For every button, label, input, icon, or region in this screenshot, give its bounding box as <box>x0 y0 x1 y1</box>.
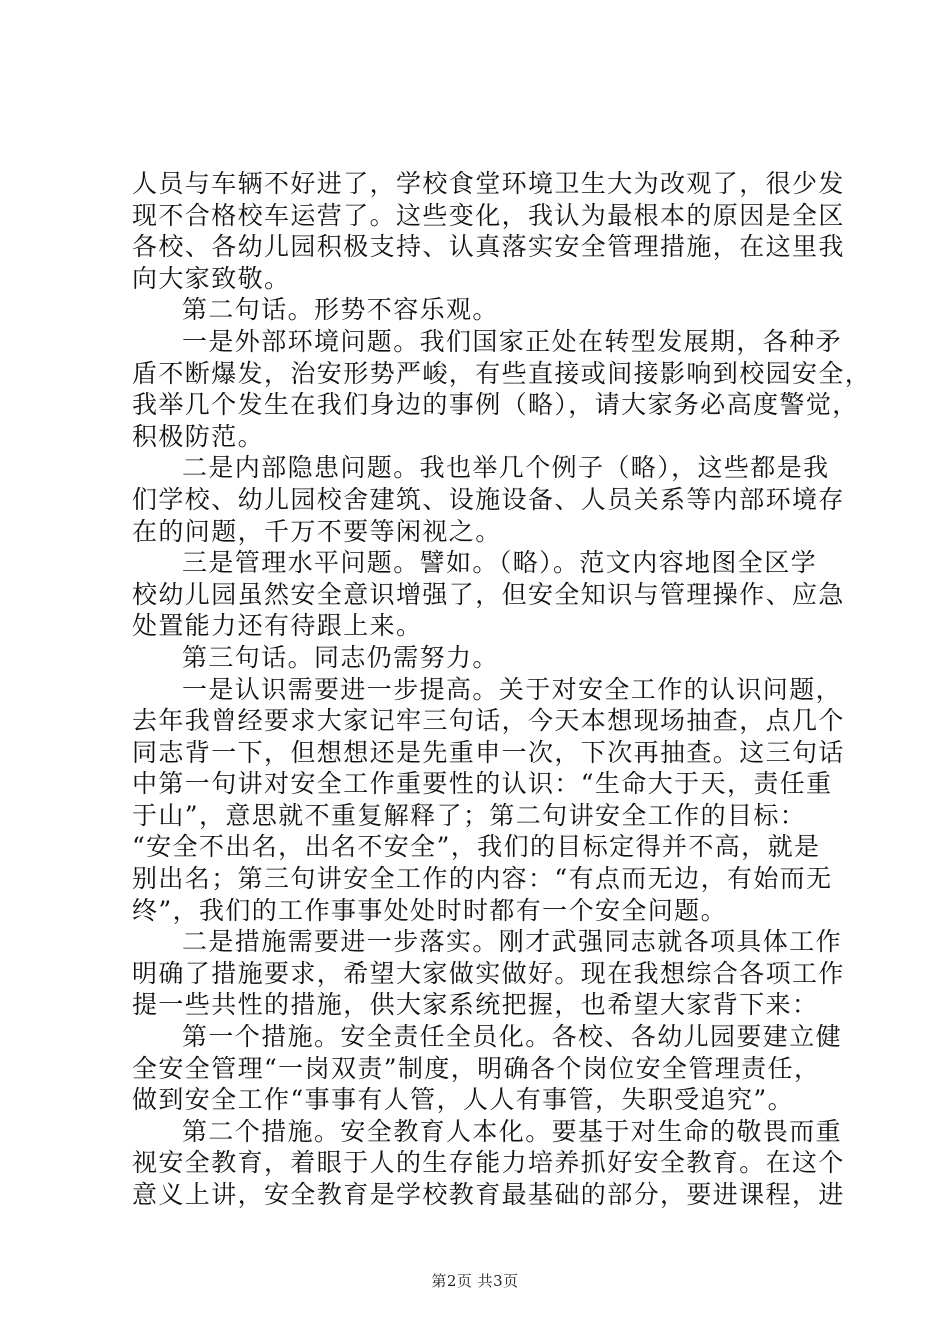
text-line: 终”，我们的工作事事处处时时都有一个安全问题。 <box>132 895 727 925</box>
text-line: 第一个措施。安全责任全员化。各校、各幼儿园要建立健 <box>182 1022 843 1052</box>
text-line: 去年我曾经要求大家记牢三句话，今天本想现场抽查，点几个 <box>132 706 845 736</box>
text-line: 提一些共性的措施，供大家系统把握，也希望大家背下来： <box>132 990 819 1020</box>
text-line: 人员与车辆不好进了，学校食堂环境卫生大为改观了，很少发 <box>132 169 845 198</box>
text-line: 我举几个发生在我们身边的事例（略），请大家务必高度警觉， <box>132 390 859 420</box>
text-line: 校幼儿园虽然安全意识增强了，但安全知识与管理操作、应急 <box>132 579 845 609</box>
text-line: “安全不出名，出名不安全”，我们的目标定得并不高，就是 <box>132 832 821 862</box>
text-line: 全安全管理“一岗双责”制度，明确各个岗位安全管理责任， <box>132 1053 821 1083</box>
text-line: 三是管理水平问题。譬如。（略）。范文内容地图全区学 <box>182 548 818 578</box>
document-body <box>132 168 872 1211</box>
text-line: 一是外部环境问题。我们国家正处在转型发展期，各种矛 <box>182 326 843 356</box>
text-line: 处置能力还有待跟上来。 <box>132 611 423 641</box>
text-line: 于山”，意思就不重复解释了；第二句讲安全工作的目标： <box>132 800 807 830</box>
text-line: 盾不断爆发，治安形势严峻，有些直接或间接影响到校园安全， <box>132 358 872 388</box>
text-line: 在的问题，千万不要等闲视之。 <box>132 516 502 546</box>
text-line: 中第一句讲对安全工作重要性的认识：“生命大于天，责任重 <box>132 769 833 799</box>
text-line: 各校、各幼儿园积极支持、认真落实安全管理措施，在这里我 <box>132 232 845 262</box>
text-line: 意义上讲，安全教育是学校教育最基础的部分，要进课程，进 <box>132 1180 845 1209</box>
text-line: 同志背一下，但想想还是先重申一次，下次再抽查。这三句话 <box>132 737 845 767</box>
text-line: 别出名；第三句讲安全工作的内容：“有点而无边，有始而无 <box>132 864 833 894</box>
text-line: 向大家致敬。 <box>132 263 291 293</box>
text-line: 二是措施需要进一步落实。刚才武强同志就各项具体工作 <box>182 927 843 957</box>
text-line: 们学校、幼儿园校舍建筑、设施设备、人员关系等内部环境存 <box>132 484 845 514</box>
section-heading: 第三句话。同志仍需努力。 <box>182 642 499 672</box>
text-line: 一是认识需要进一步提高。关于对安全工作的认识问题， <box>182 674 843 704</box>
text-line: 积极防范。 <box>132 421 265 451</box>
text-line: 做到安全工作“事事有人管，人人有事管，失职受追究”。 <box>132 1085 794 1115</box>
text-line: 视安全教育，着眼于人的生存能力培养抓好安全教育。在这个 <box>132 1148 845 1178</box>
text-line: 第二个措施。安全教育人本化。要基于对生命的敬畏而重 <box>182 1116 843 1146</box>
page-number-footer: 第2页 共3页 <box>431 1272 519 1290</box>
section-heading: 第二句话。形势不容乐观。 <box>182 295 499 325</box>
text-line: 二是内部隐患问题。我也举几个例子（略），这些都是我 <box>182 453 830 483</box>
text-line: 明确了措施要求，希望大家做实做好。现在我想综合各项工作 <box>132 958 845 988</box>
text-line: 现不合格校车运营了。这些变化，我认为最根本的原因是全区 <box>132 200 845 230</box>
